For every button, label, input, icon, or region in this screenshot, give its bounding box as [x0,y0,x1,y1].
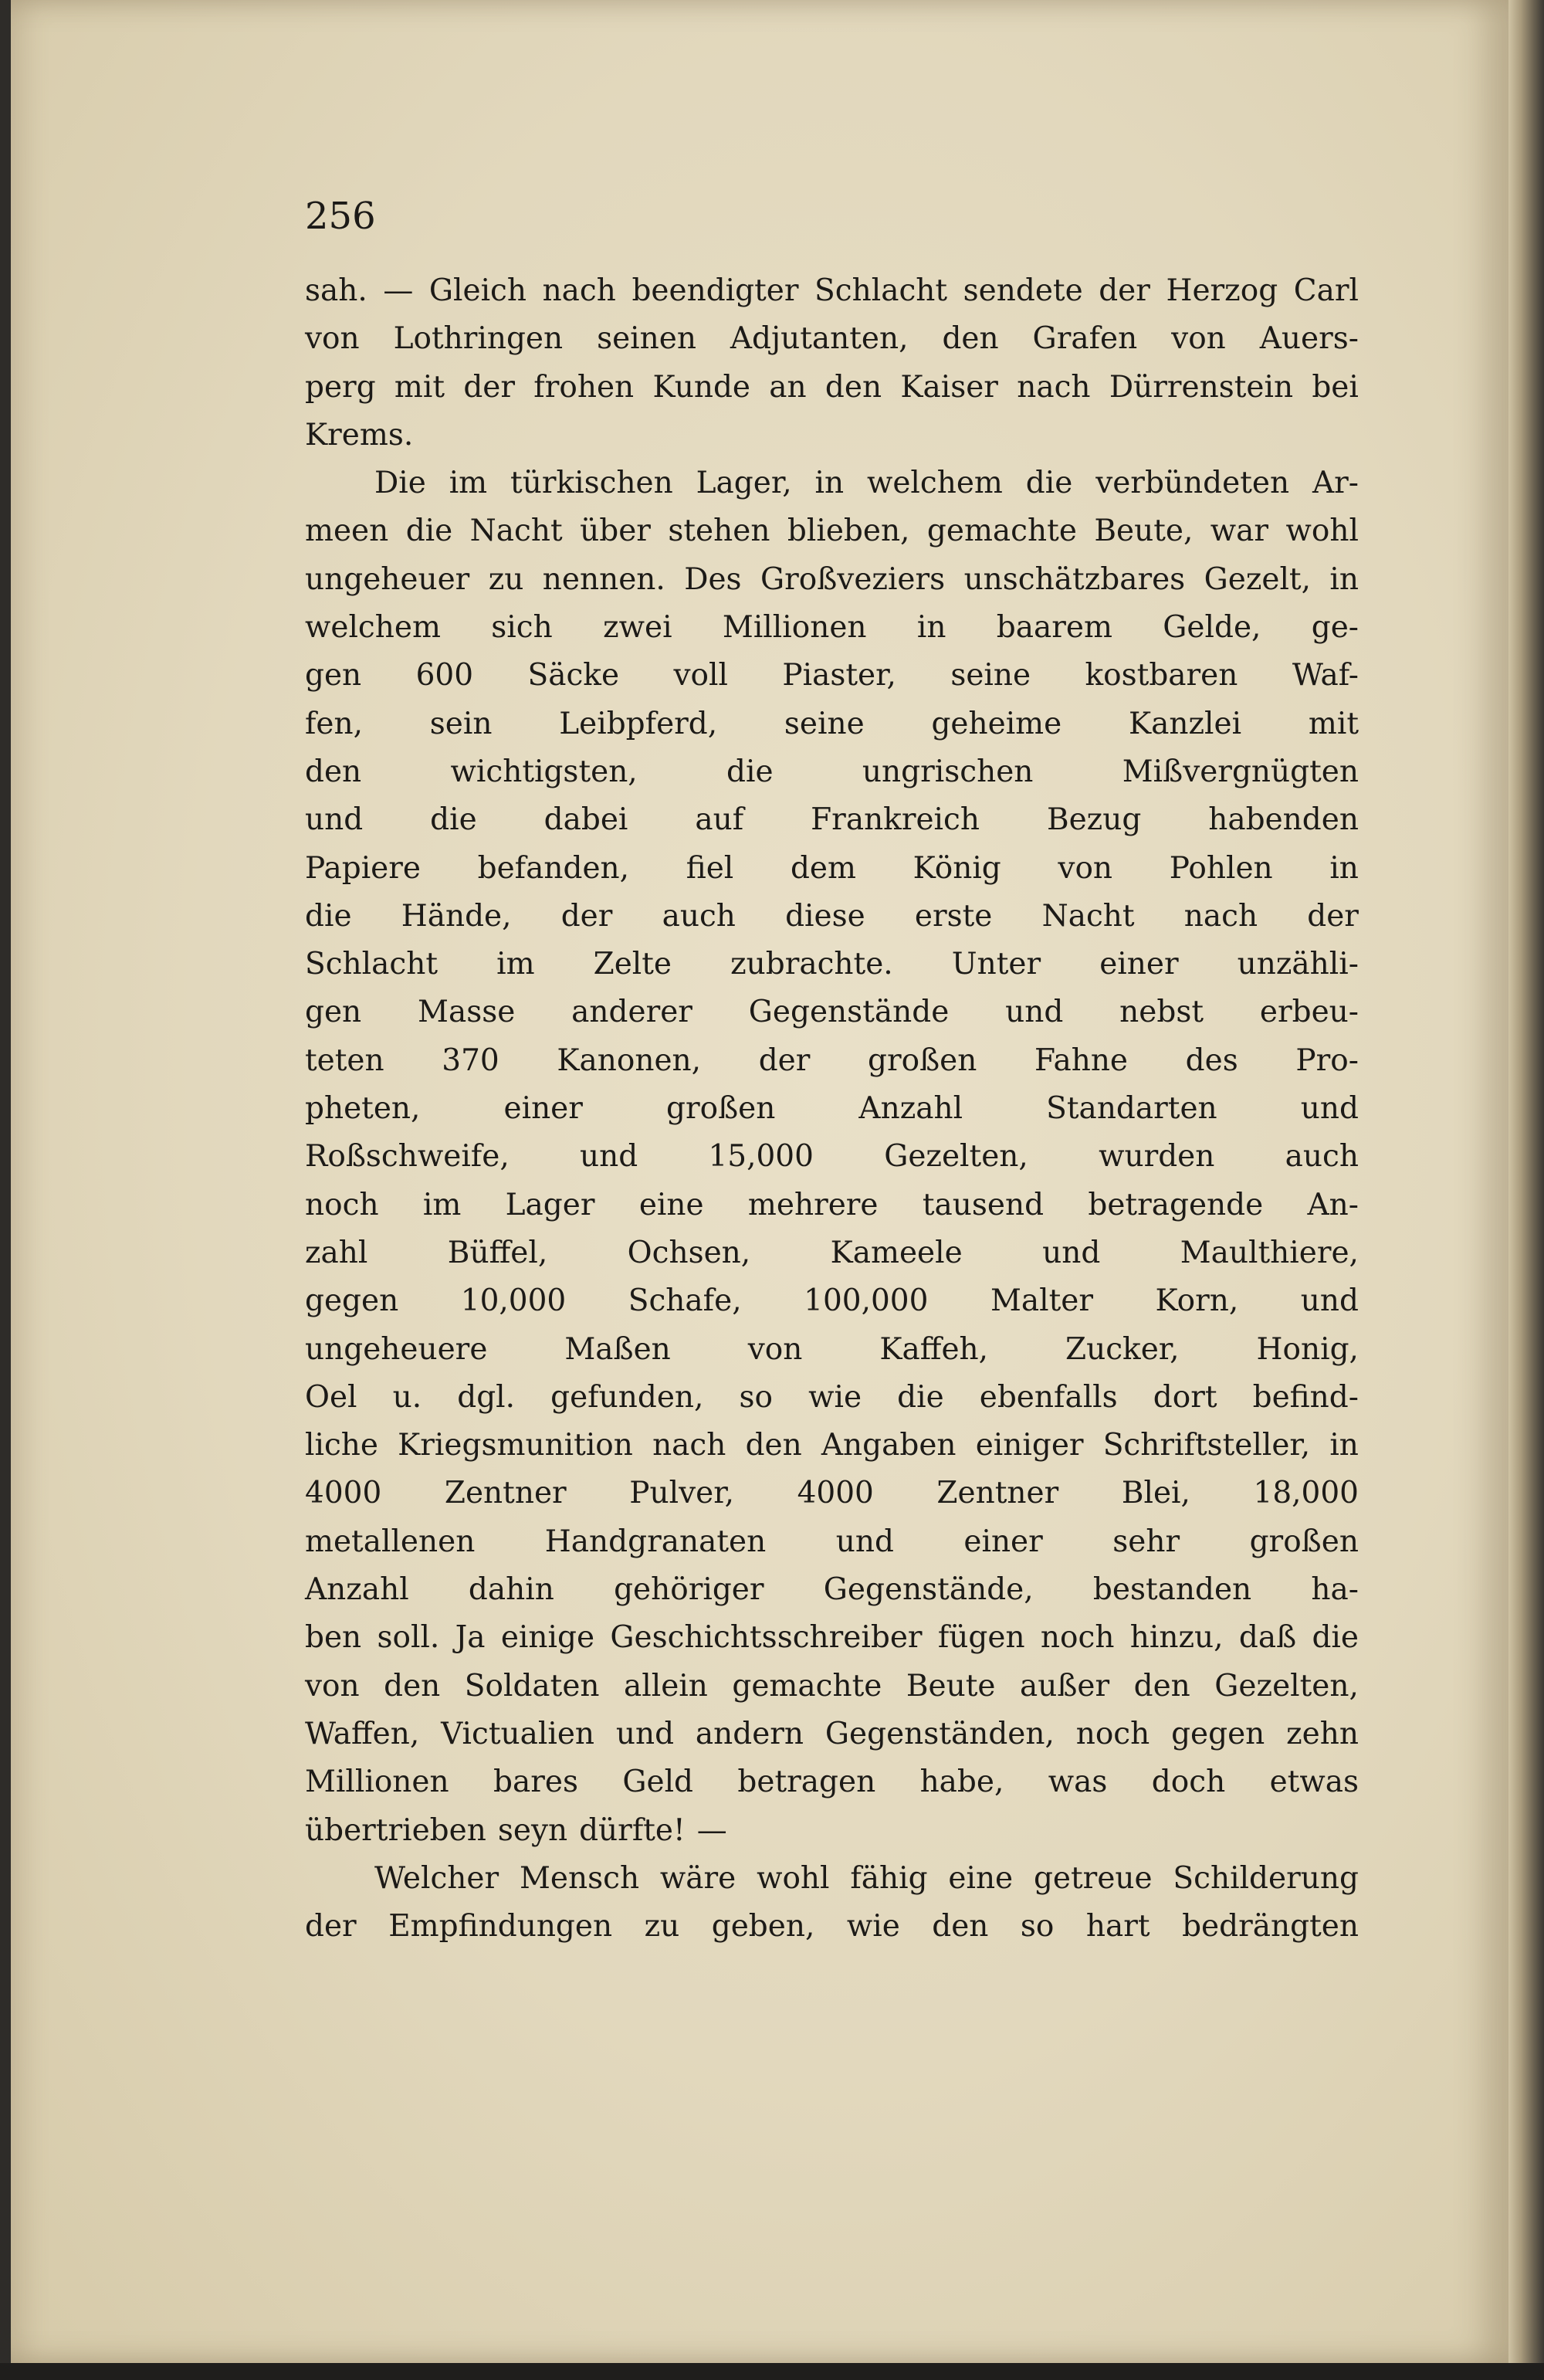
text-line: noch im Lager eine mehrere tausend betragende An- [305,1187,1359,1222]
text-line: Anzahl dahin gehöriger Gegenstände, bestanden ha- [305,1572,1359,1608]
text-line: meen die Nacht über stehen blieben, gemachte Beute, war wohl [305,514,1359,549]
text-line: und die dabei auf Frankreich Bezug habenden [305,802,1359,838]
text-line: Welcher Mensch wäre wohl fähig eine getreue Schilderung [374,1860,1359,1896]
text-line: Oel u. dgl. gefunden, so wie die ebenfalls dort befind- [305,1379,1359,1415]
text-line: übertrieben seyn dürfte! — [305,1812,727,1848]
text-line: Krems. [305,417,414,453]
text-line: ungeheuer zu nennen. Des Großveziers unschätzbares Gezelt, in [305,561,1359,597]
text-line: von den Soldaten allein gemachte Beute außer den Gezelten, [305,1668,1359,1704]
text-line: 4000 Zentner Pulver, 4000 Zentner Blei, 18,000 [305,1476,1359,1511]
text-line: den wichtigsten, die ungrischen Mißvergnügten [305,754,1359,789]
text-line: Papiere befanden, fiel dem König von Pohlen in [305,850,1359,886]
page-edge-right [1508,0,1544,2380]
page-edge-bottom [0,2363,1544,2380]
text-line: Die im türkischen Lager, in welchem die verbündeten Ar- [374,466,1359,501]
text-line: Roßschweife, und 15,000 Gezelten, wurden auch [305,1139,1359,1175]
text-line: metallenen Handgranaten und einer sehr großen [305,1524,1359,1559]
text-line: ungeheuere Maßen von Kaffeh, Zucker, Honig, [305,1331,1359,1367]
text-line: perg mit der frohen Kunde an den Kaiser nach Dürrenstein bei [305,369,1359,405]
text-line: Millionen bares Geld betragen habe, was doch etwas [305,1765,1359,1800]
text-line: Schlacht im Zelte zubrachte. Unter einer unzähli- [305,947,1359,982]
body-text [305,267,1359,1951]
text-line: gegen 10,000 Schafe, 100,000 Malter Korn, und [305,1283,1359,1319]
page-number: 256 [305,195,376,238]
text-line: Waffen, Victualien und andern Gegenständen, noch gegen zehn [305,1716,1359,1751]
text-line: teten 370 Kanonen, der großen Fahne des Pro- [305,1043,1359,1078]
text-line: von Lothringen seinen Adjutanten, den Grafen von Auers- [305,321,1359,357]
text-line: ben soll. Ja einige Geschichtsschreiber fügen noch hinzu, daß die [305,1620,1359,1656]
text-block [305,193,1359,1951]
text-line: der Empfindungen zu geben, wie den so hart bedrängten [305,1909,1359,1944]
text-line: liche Kriegsmunition nach den Angaben einiger Schriftsteller, in [305,1428,1359,1463]
text-line: welchem sich zwei Millionen in baarem Gelde, ge- [305,610,1359,646]
text-line: gen 600 Säcke voll Piaster, seine kostbaren Waf- [305,658,1359,693]
text-line: pheten, einer großen Anzahl Standarten und [305,1091,1359,1127]
text-line: fen, sein Leibpferd, seine geheime Kanzlei mit [305,706,1359,741]
text-line: zahl Büffel, Ochsen, Kameele und Maulthiere, [305,1235,1359,1270]
text-line: sah. — Gleich nach beendigter Schlacht sendete der Herzog Carl [305,273,1359,308]
text-line: die Hände, der auch diese erste Nacht nach der [305,898,1359,934]
text-line: gen Masse anderer Gegenstände und nebst erbeu- [305,995,1359,1030]
